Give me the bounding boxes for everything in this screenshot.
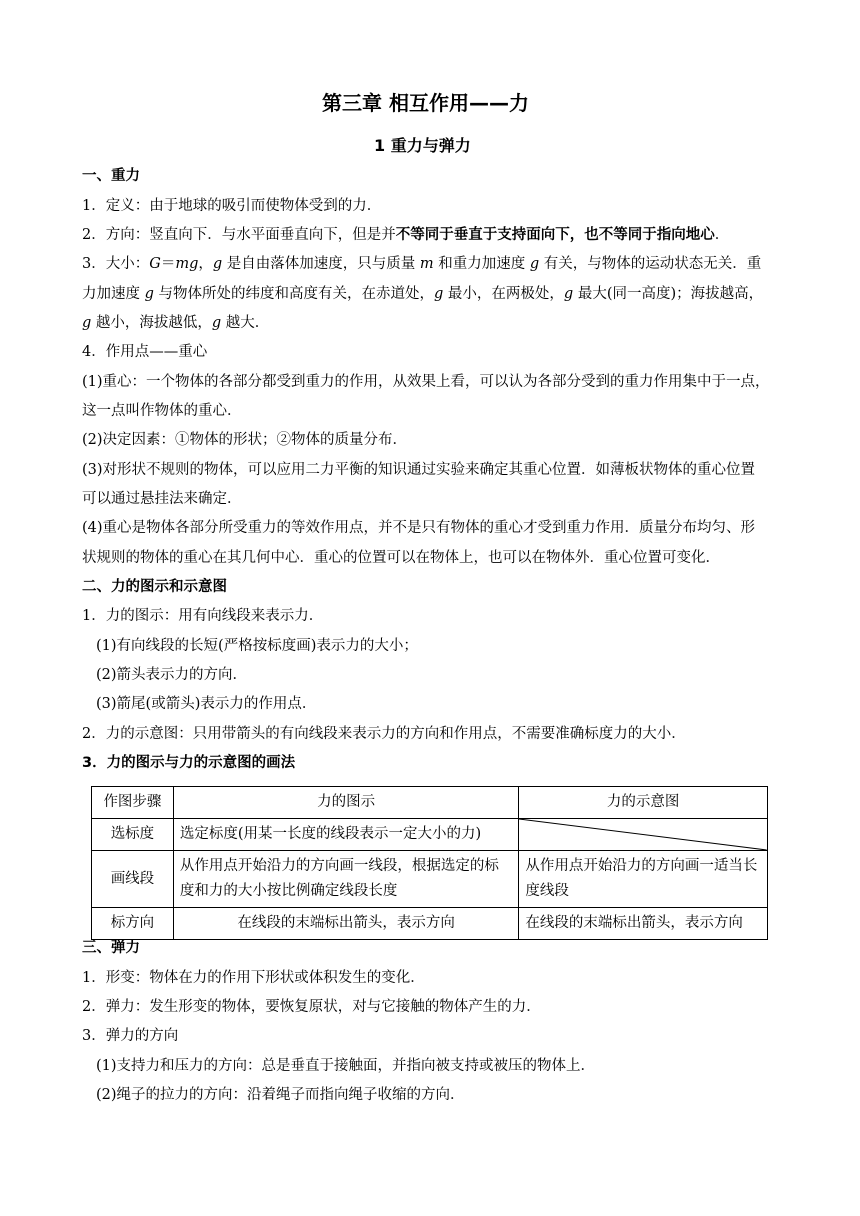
text-line: 力加速度 g 与物体所处的纬度和高度有关，在赤道处，g 最小，在两极处，g 最大(同一高度)；海拔越高， [82, 286, 764, 302]
drawing-steps-table [91, 786, 768, 940]
sketch-cell: 从作用点开始沿力的方向画一适当长度线段 [519, 851, 768, 908]
empty-diagonal-cell [519, 819, 768, 851]
table-row [92, 819, 768, 851]
text-line: (1)有向线段的长短(严格按标度画)表示力的大小； [96, 638, 418, 654]
header-cell: 力的示意图 [519, 787, 768, 819]
section-heading-force-diagram: 二、力的图示和示意图 [82, 579, 227, 595]
diagonal-line [519, 819, 767, 850]
table-row [92, 851, 768, 908]
text-line: 3．大小：G＝mg，g 是自由落体加速度，只与质量 m 和重力加速度 g 有关，与物体的运动状态无关．重 [82, 256, 762, 272]
text-line: 可以通过悬挂法来确定． [82, 491, 242, 507]
table-heading: 3．力的图示与力的示意图的画法 [82, 755, 296, 771]
text-line: 状规则的物体的重心在其几何中心．重心的位置可以在物体上，也可以在物体外．重心位置可变化． [82, 550, 720, 566]
text-line: 1．形变：物体在力的作用下形状或体积发生的变化． [82, 970, 425, 986]
text-line: (1)支持力和压力的方向：总是垂直于接触面，并指向被支持或被压的物体上． [96, 1058, 596, 1074]
text-line: (2)箭头表示力的方向． [96, 667, 248, 683]
sketch-cell: 在线段的末端标出箭头，表示方向 [519, 908, 768, 940]
text-line: (2)绳子的拉力的方向：沿着绳子而指向绳子收缩的方向． [96, 1087, 465, 1103]
text-line: (1)重心：一个物体的各部分都受到重力的作用，从效果上看，可以认为各部分受到的重力作用集中于一点， [82, 374, 770, 390]
text-line: (2)决定因素：①物体的形状；②物体的质量分布． [82, 432, 408, 448]
section-heading-gravity: 一、重力 [82, 168, 140, 184]
step-cell: 选标度 [92, 819, 174, 851]
diagram-cell: 从作用点开始沿力的方向画一线段，根据选定的标度和力的大小按比例确定线段长度 [173, 851, 518, 908]
step-cell: 画线段 [92, 851, 174, 908]
text-line: 2．方向：竖直向下．与水平面垂直向下，但是并不等同于垂直于支持面向下，也不等同于指向地心． [82, 227, 730, 243]
text-line: 1．力的图示：用有向线段来表示力． [82, 608, 324, 624]
table-row [92, 908, 768, 940]
text-line: 4．作用点——重心 [82, 344, 208, 360]
table-header-row [92, 787, 768, 819]
text-line: 3．弹力的方向 [82, 1028, 179, 1044]
header-cell: 力的图示 [173, 787, 518, 819]
chapter-title: 第三章 相互作用——力 [322, 91, 529, 115]
section-title: 1 重力与弹力 [374, 136, 471, 155]
text-line: 2．弹力：发生形变的物体，要恢复原状，对与它接触的物体产生的力． [82, 999, 541, 1015]
diagram-cell: 选定标度(用某一长度的线段表示一定大小的力) [173, 819, 518, 851]
text-line: (3)箭尾(或箭头)表示力的作用点． [96, 696, 317, 712]
text-line: (4)重心是物体各部分所受重力的等效作用点，并不是只有物体的重心才受到重力作用．质量分布均匀、形 [82, 520, 756, 536]
section-heading-elastic-force: 三、弹力 [82, 940, 140, 956]
text-line: 2．力的示意图：只用带箭头的有向线段来表示力的方向和作用点，不需要准确标度力的大小． [82, 726, 686, 742]
text-line: 1．定义：由于地球的吸引而使物体受到的力． [82, 198, 382, 214]
text-line: (3)对形状不规则的物体，可以应用二力平衡的知识通过实验来确定其重心位置．如薄板状物体的重心位置 [82, 462, 756, 478]
bold-emphasis: 不等同于垂直于支持面向下，也不等同于指向地心 [395, 227, 715, 243]
diagram-cell: 在线段的末端标出箭头，表示方向 [173, 908, 518, 940]
text-line: 这一点叫作物体的重心． [82, 403, 242, 419]
text-line: g 越小，海拔越低，g 越大． [82, 315, 270, 331]
step-cell: 标方向 [92, 908, 174, 940]
header-cell: 作图步骤 [92, 787, 174, 819]
